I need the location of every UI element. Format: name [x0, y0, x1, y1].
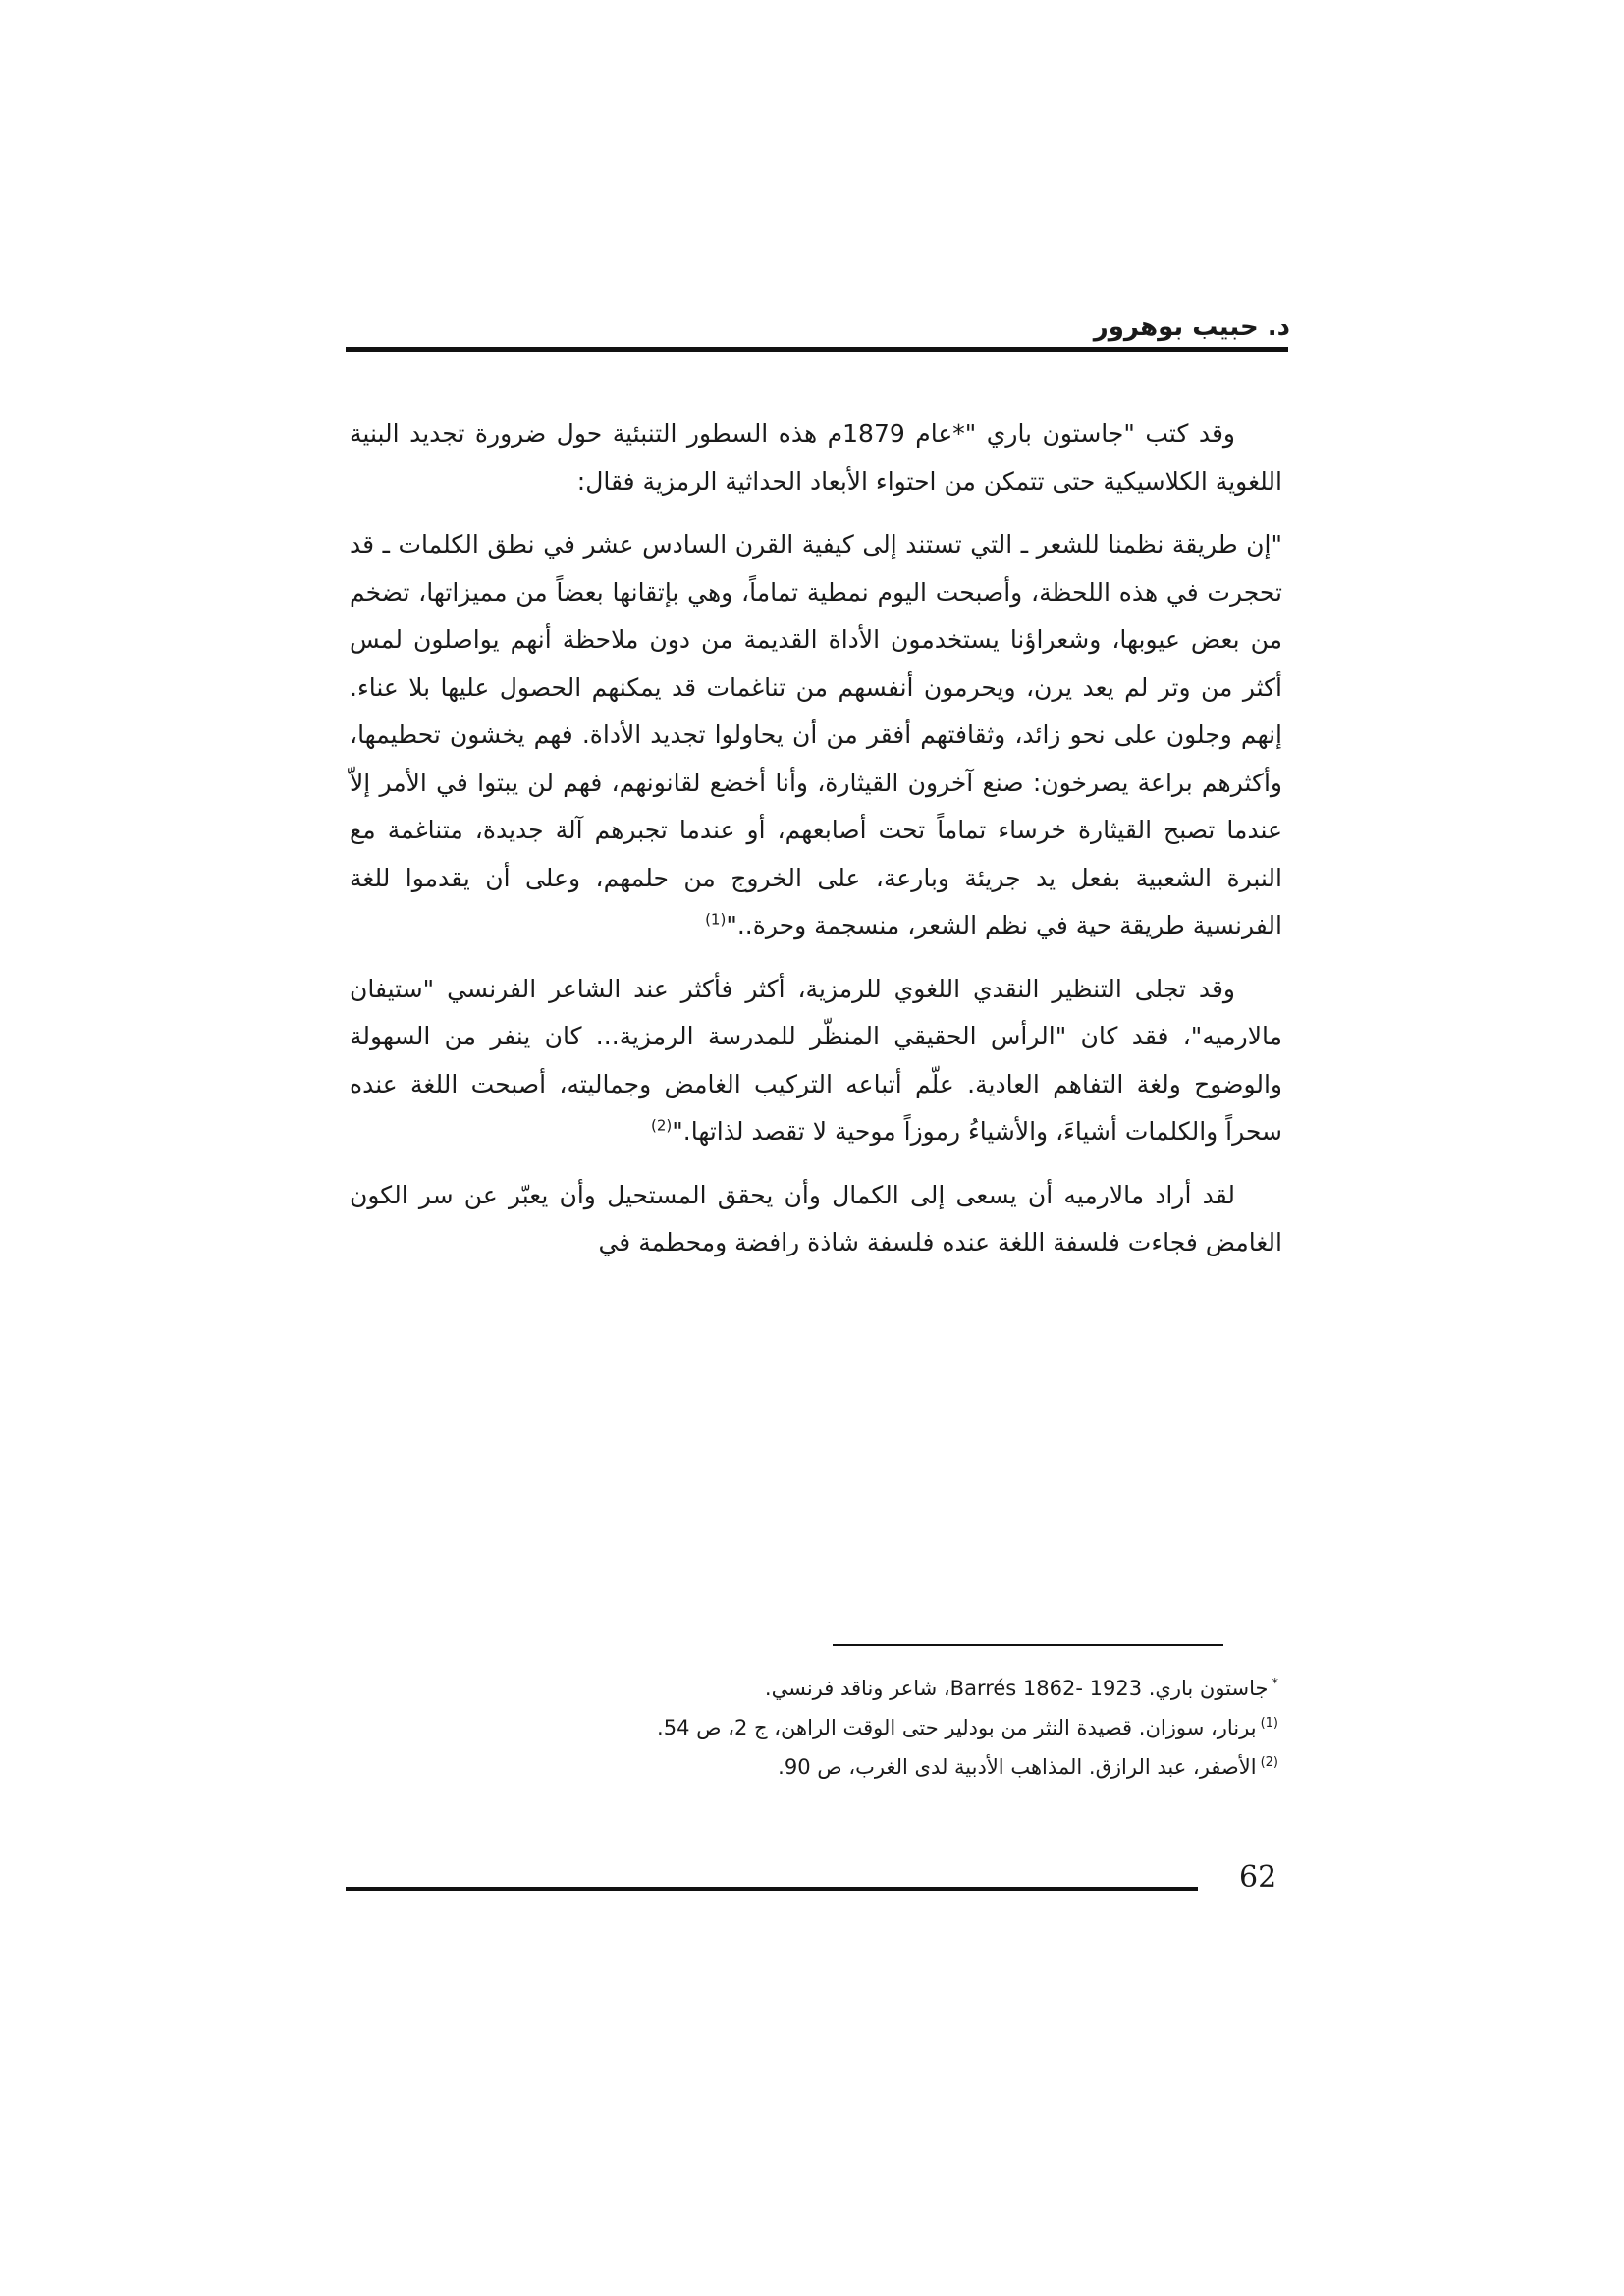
paragraph-intro-text: وقد كتب "جاستون باري "*عام 1879م هذه السطور التنبئية حول ضرورة تجديد البنية اللغوية الكلاسيكية حتى تتمكن من احتواء الأبعاد الحداثية الرمزية فقال:	[350, 419, 1282, 496]
footnote-text: الأصفر، عبد الرازق. المذاهب الأدبية لدى الغرب، ص 90.	[778, 1755, 1257, 1779]
header-rule	[346, 347, 1288, 352]
footnote-separator	[833, 1644, 1223, 1646]
main-text	[350, 410, 1282, 1283]
footnote-mark: *	[1272, 1677, 1278, 1691]
footer-rule	[346, 1887, 1198, 1891]
paragraph-quote-paris-text: "إن طريقة نظمنا للشعر ـ التي تستند إلى كيفية القرن السادس عشر في نطق الكلمات ـ قد تحجرت في هذه اللحظة، وأصبحت اليوم نمطية تماماً، وهي بإتقانها بعضاً من مميزاتها، تضخم من بعض عيوبها، وشعراؤنا يستخدمون الأداة القديمة من دون ملاحظة أنهم يواصلون لمس أكثر من وتر لم يعد يرن، ويحرمون أنفسهم من تناغمات قد يمكنهم الحصول عليها بلا عناء. إنهم وجلون على نحو زائد، وثقافتهم أفقر من أن يحاولوا تجديد الأداة. فهم يخشون تحطيمها، وأكثرهم براعة يصرخون: صنع آخرون القيثارة، وأنا أخضع لقانونهم، فهم لن يبتوا في الأمر إلاّ عندما تصبح القيثارة خرساء تماماً تحت أصابعهم، أو عندما تجبرهم آلة جديدة، متناغمة مع النبرة الشعبية بفعل يد جريئة وبارعة، على الخروج من حلمهم، وعلى أن يقدموا للغة الفرنسية طريقة حية في نظم الشعر، منسجمة وحرة.."	[350, 530, 1282, 939]
footnote-item	[395, 1747, 1278, 1787]
footnote-item	[395, 1669, 1278, 1708]
paragraph-conclusion-text: لقد أراد مالارميه أن يسعى إلى الكمال وأن يحقق المستحيل وأن يعبّر عن سر الكون الغامض فجاءت فلسفة اللغة عنده فلسفة شاذة رافضة ومحطمة في	[350, 1180, 1282, 1256]
footnote-item	[395, 1708, 1278, 1747]
footnote-ref-1[interactable]: (1)	[705, 910, 727, 929]
footnote-text: برنار، سوزان. قصيدة النثر من بودلير حتى الوقت الراهن، ج 2، ص 54.	[657, 1716, 1257, 1739]
paragraph-quote-paris	[350, 521, 1282, 950]
running-header-author: د. حبيب بوهرور	[1093, 312, 1290, 342]
footnote-ref-2[interactable]: (2)	[650, 1116, 673, 1135]
footnote-mark: (2)	[1260, 1755, 1278, 1770]
paragraph-conclusion	[350, 1172, 1282, 1267]
footnote-text: جاستون باري. Barrés 1862- 1923، شاعر وناقد فرنسي.	[764, 1677, 1269, 1700]
footnote-mark: (1)	[1260, 1716, 1278, 1731]
footnotes	[395, 1669, 1278, 1787]
page-number: 62	[1239, 1860, 1277, 1895]
paragraph-mallarme	[350, 966, 1282, 1156]
paragraph-intro	[350, 410, 1282, 506]
paragraph-mallarme-text: وقد تجلى التنظير النقدي اللغوي للرمزية، أكثر فأكثر عند الشاعر الفرنسي "ستيفان مالارميه"، فقد كان "الرأس الحقيقي المنظّر للمدرسة الرمزية... كان ينفر من السهولة والوضوح ولغة التفاهم العادية. علّم أتباعه التركيب الغامض وجماليته، أصبحت اللغة عنده سحراً والكلمات أشياءَ، والأشياءُ رموزاً موحية لا تقصد لذاتها."	[350, 974, 1282, 1146]
